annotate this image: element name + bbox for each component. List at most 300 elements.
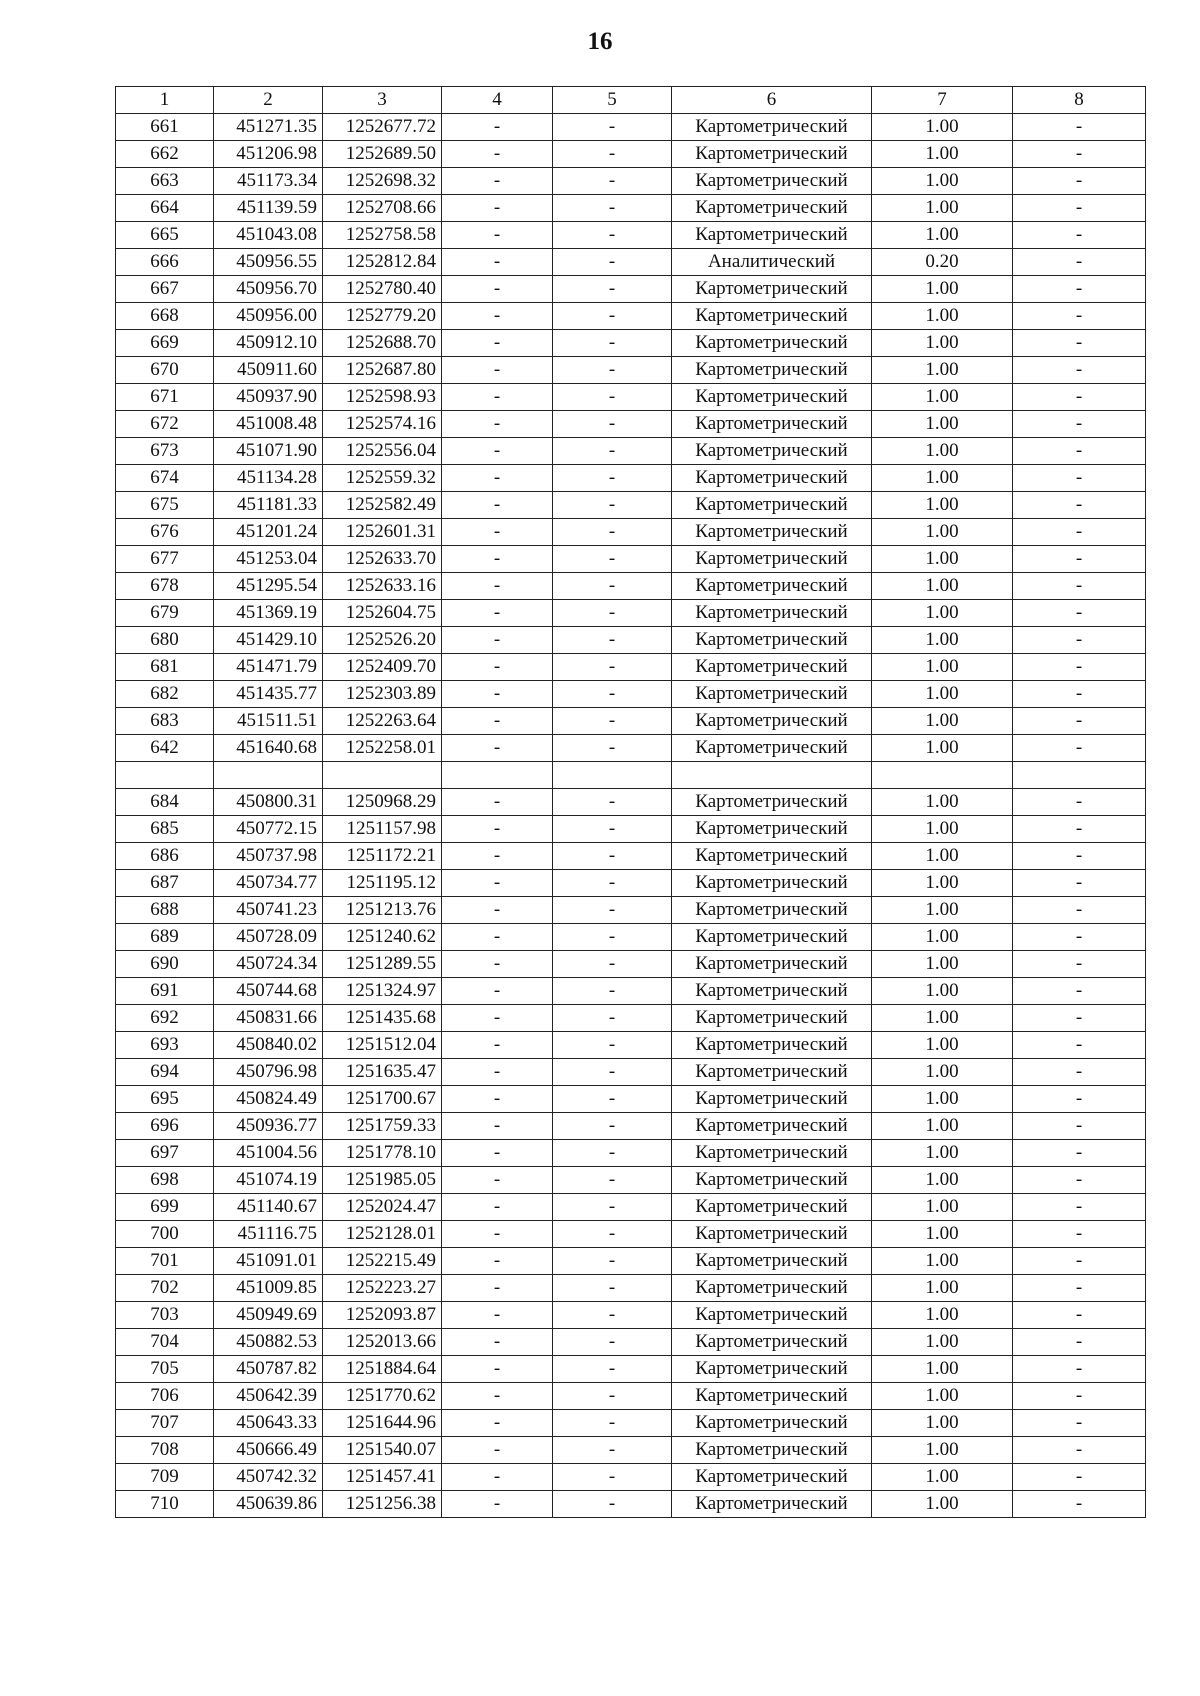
col-5-cell: - xyxy=(553,465,672,492)
col-8-cell: - xyxy=(1013,816,1146,843)
accuracy-cell: 1.00 xyxy=(872,789,1013,816)
col-5-cell: - xyxy=(553,654,672,681)
column-header: 8 xyxy=(1013,87,1146,114)
method-cell: Картометрический xyxy=(672,1005,872,1032)
table-row xyxy=(116,978,1146,1005)
column-header: 4 xyxy=(442,87,553,114)
point-number-cell: 681 xyxy=(116,654,214,681)
point-number-cell: 666 xyxy=(116,249,214,276)
x-coordinate-cell: 450800.31 xyxy=(214,789,323,816)
accuracy-cell: 1.00 xyxy=(872,600,1013,627)
accuracy-cell: 1.00 xyxy=(872,951,1013,978)
col-4-cell: - xyxy=(442,249,553,276)
col-8-cell: - xyxy=(1013,681,1146,708)
page-number: 16 xyxy=(587,28,613,55)
method-cell: Картометрический xyxy=(672,1302,872,1329)
table-row xyxy=(116,1140,1146,1167)
table-row xyxy=(116,762,1146,789)
col-8-cell: - xyxy=(1013,897,1146,924)
col-8-cell: - xyxy=(1013,924,1146,951)
col-8-cell xyxy=(1013,762,1146,789)
table-row xyxy=(116,843,1146,870)
col-5-cell: - xyxy=(553,1356,672,1383)
table-body xyxy=(116,114,1146,1518)
x-coordinate-cell: 451640.68 xyxy=(214,735,323,762)
col-5-cell: - xyxy=(553,789,672,816)
accuracy-cell: 1.00 xyxy=(872,654,1013,681)
method-cell: Картометрический xyxy=(672,1248,872,1275)
x-coordinate-cell: 451140.67 xyxy=(214,1194,323,1221)
point-number-cell: 702 xyxy=(116,1275,214,1302)
method-cell: Картометрический xyxy=(672,1221,872,1248)
accuracy-cell: 1.00 xyxy=(872,1140,1013,1167)
y-coordinate-cell: 1252409.70 xyxy=(323,654,442,681)
header-row xyxy=(116,87,1146,114)
x-coordinate-cell: 450912.10 xyxy=(214,330,323,357)
x-coordinate-cell: 451435.77 xyxy=(214,681,323,708)
col-4-cell: - xyxy=(442,1491,553,1518)
col-4-cell: - xyxy=(442,708,553,735)
col-4-cell: - xyxy=(442,600,553,627)
point-number-cell: 682 xyxy=(116,681,214,708)
col-5-cell xyxy=(553,762,672,789)
col-5-cell: - xyxy=(553,870,672,897)
col-5-cell: - xyxy=(553,1464,672,1491)
col-4-cell: - xyxy=(442,438,553,465)
col-4-cell: - xyxy=(442,816,553,843)
accuracy-cell: 1.00 xyxy=(872,546,1013,573)
point-number-cell: 678 xyxy=(116,573,214,600)
col-8-cell: - xyxy=(1013,1059,1146,1086)
method-cell: Картометрический xyxy=(672,195,872,222)
col-8-cell: - xyxy=(1013,1410,1146,1437)
col-4-cell: - xyxy=(442,384,553,411)
y-coordinate-cell: 1252093.87 xyxy=(323,1302,442,1329)
method-cell: Картометрический xyxy=(672,1464,872,1491)
method-cell: Картометрический xyxy=(672,1113,872,1140)
point-number-cell: 696 xyxy=(116,1113,214,1140)
method-cell: Картометрический xyxy=(672,438,872,465)
x-coordinate-cell: 451091.01 xyxy=(214,1248,323,1275)
accuracy-cell: 1.00 xyxy=(872,519,1013,546)
y-coordinate-cell: 1251985.05 xyxy=(323,1167,442,1194)
col-8-cell: - xyxy=(1013,114,1146,141)
col-8-cell: - xyxy=(1013,843,1146,870)
col-8-cell: - xyxy=(1013,168,1146,195)
col-8-cell: - xyxy=(1013,249,1146,276)
method-cell: Картометрический xyxy=(672,1167,872,1194)
method-cell: Картометрический xyxy=(672,870,872,897)
y-coordinate-cell: 1251635.47 xyxy=(323,1059,442,1086)
col-5-cell: - xyxy=(553,1491,672,1518)
point-number-cell: 690 xyxy=(116,951,214,978)
y-coordinate-cell: 1252582.49 xyxy=(323,492,442,519)
table-row xyxy=(116,1356,1146,1383)
x-coordinate-cell: 450724.34 xyxy=(214,951,323,978)
table-row xyxy=(116,141,1146,168)
col-5-cell: - xyxy=(553,1383,672,1410)
y-coordinate-cell: 1251770.62 xyxy=(323,1383,442,1410)
table-row xyxy=(116,276,1146,303)
accuracy-cell: 1.00 xyxy=(872,870,1013,897)
col-5-cell: - xyxy=(553,141,672,168)
accuracy-cell: 1.00 xyxy=(872,1383,1013,1410)
point-number-cell: 679 xyxy=(116,600,214,627)
method-cell: Аналитический xyxy=(672,249,872,276)
col-5-cell: - xyxy=(553,303,672,330)
table-row xyxy=(116,600,1146,627)
col-5-cell: - xyxy=(553,1032,672,1059)
col-8-cell: - xyxy=(1013,1383,1146,1410)
accuracy-cell: 1.00 xyxy=(872,1491,1013,1518)
col-5-cell: - xyxy=(553,546,672,573)
x-coordinate-cell: 450824.49 xyxy=(214,1086,323,1113)
y-coordinate-cell: 1251644.96 xyxy=(323,1410,442,1437)
table-row xyxy=(116,411,1146,438)
col-4-cell: - xyxy=(442,843,553,870)
method-cell: Картометрический xyxy=(672,1059,872,1086)
y-coordinate-cell: 1251540.07 xyxy=(323,1437,442,1464)
point-number-cell: 688 xyxy=(116,897,214,924)
method-cell: Картометрический xyxy=(672,492,872,519)
col-4-cell: - xyxy=(442,222,553,249)
col-8-cell: - xyxy=(1013,1113,1146,1140)
col-8-cell: - xyxy=(1013,1491,1146,1518)
method-cell: Картометрический xyxy=(672,357,872,384)
table-row xyxy=(116,1248,1146,1275)
col-4-cell: - xyxy=(442,1410,553,1437)
accuracy-cell: 1.00 xyxy=(872,276,1013,303)
x-coordinate-cell: 451043.08 xyxy=(214,222,323,249)
table-row xyxy=(116,735,1146,762)
point-number-cell: 687 xyxy=(116,870,214,897)
col-5-cell: - xyxy=(553,951,672,978)
y-coordinate-cell: 1251457.41 xyxy=(323,1464,442,1491)
x-coordinate-cell: 451206.98 xyxy=(214,141,323,168)
col-8-cell: - xyxy=(1013,465,1146,492)
point-number-cell: 703 xyxy=(116,1302,214,1329)
table-row xyxy=(116,492,1146,519)
point-number-cell: 694 xyxy=(116,1059,214,1086)
y-coordinate-cell: 1252604.75 xyxy=(323,600,442,627)
point-number-cell: 676 xyxy=(116,519,214,546)
x-coordinate-cell: 451369.19 xyxy=(214,600,323,627)
table-row xyxy=(116,1329,1146,1356)
col-8-cell: - xyxy=(1013,330,1146,357)
col-4-cell: - xyxy=(442,1194,553,1221)
y-coordinate-cell: 1251213.76 xyxy=(323,897,442,924)
table-row xyxy=(116,357,1146,384)
x-coordinate-cell: 451181.33 xyxy=(214,492,323,519)
col-8-cell: - xyxy=(1013,1032,1146,1059)
x-coordinate-cell xyxy=(214,762,323,789)
point-number-cell: 686 xyxy=(116,843,214,870)
col-4-cell: - xyxy=(442,1005,553,1032)
accuracy-cell: 1.00 xyxy=(872,843,1013,870)
method-cell: Картометрический xyxy=(672,1194,872,1221)
method-cell: Картометрический xyxy=(672,843,872,870)
method-cell: Картометрический xyxy=(672,276,872,303)
col-8-cell: - xyxy=(1013,411,1146,438)
col-5-cell: - xyxy=(553,600,672,627)
y-coordinate-cell: 1251195.12 xyxy=(323,870,442,897)
col-4-cell: - xyxy=(442,1437,553,1464)
point-number-cell: 673 xyxy=(116,438,214,465)
col-4-cell: - xyxy=(442,1086,553,1113)
col-5-cell: - xyxy=(553,168,672,195)
column-header: 2 xyxy=(214,87,323,114)
col-5-cell: - xyxy=(553,735,672,762)
point-number-cell xyxy=(116,762,214,789)
col-4-cell: - xyxy=(442,492,553,519)
point-number-cell: 685 xyxy=(116,816,214,843)
table-row xyxy=(116,1383,1146,1410)
y-coordinate-cell: 1252677.72 xyxy=(323,114,442,141)
y-coordinate-cell: 1252258.01 xyxy=(323,735,442,762)
accuracy-cell: 1.00 xyxy=(872,1356,1013,1383)
col-5-cell: - xyxy=(553,708,672,735)
accuracy-cell: 1.00 xyxy=(872,1167,1013,1194)
x-coordinate-cell: 451253.04 xyxy=(214,546,323,573)
x-coordinate-cell: 451173.34 xyxy=(214,168,323,195)
x-coordinate-cell: 450742.32 xyxy=(214,1464,323,1491)
point-number-cell: 677 xyxy=(116,546,214,573)
table-row xyxy=(116,438,1146,465)
point-number-cell: 697 xyxy=(116,1140,214,1167)
table-row xyxy=(116,330,1146,357)
y-coordinate-cell: 1252598.93 xyxy=(323,384,442,411)
y-coordinate-cell: 1250968.29 xyxy=(323,789,442,816)
col-5-cell: - xyxy=(553,114,672,141)
accuracy-cell: 1.00 xyxy=(872,303,1013,330)
table-row xyxy=(116,222,1146,249)
accuracy-cell: 1.00 xyxy=(872,195,1013,222)
table-row xyxy=(116,1113,1146,1140)
accuracy-cell: 0.20 xyxy=(872,249,1013,276)
col-8-cell: - xyxy=(1013,1194,1146,1221)
col-5-cell: - xyxy=(553,1329,672,1356)
accuracy-cell: 1.00 xyxy=(872,1059,1013,1086)
col-4-cell: - xyxy=(442,654,553,681)
table-row xyxy=(116,1464,1146,1491)
accuracy-cell: 1.00 xyxy=(872,1410,1013,1437)
method-cell: Картометрический xyxy=(672,141,872,168)
accuracy-cell: 1.00 xyxy=(872,114,1013,141)
table-row xyxy=(116,1194,1146,1221)
accuracy-cell: 1.00 xyxy=(872,708,1013,735)
accuracy-cell: 1.00 xyxy=(872,465,1013,492)
y-coordinate-cell: 1252024.47 xyxy=(323,1194,442,1221)
accuracy-cell: 1.00 xyxy=(872,573,1013,600)
x-coordinate-cell: 451511.51 xyxy=(214,708,323,735)
col-4-cell: - xyxy=(442,1032,553,1059)
method-cell xyxy=(672,762,872,789)
accuracy-cell: 1.00 xyxy=(872,735,1013,762)
point-number-cell: 674 xyxy=(116,465,214,492)
col-5-cell: - xyxy=(553,681,672,708)
point-number-cell: 693 xyxy=(116,1032,214,1059)
method-cell: Картометрический xyxy=(672,708,872,735)
x-coordinate-cell: 450937.90 xyxy=(214,384,323,411)
col-5-cell: - xyxy=(553,1437,672,1464)
point-number-cell: 707 xyxy=(116,1410,214,1437)
table-row xyxy=(116,1032,1146,1059)
col-8-cell: - xyxy=(1013,573,1146,600)
column-header: 7 xyxy=(872,87,1013,114)
col-8-cell: - xyxy=(1013,384,1146,411)
point-number-cell: 692 xyxy=(116,1005,214,1032)
col-8-cell: - xyxy=(1013,1248,1146,1275)
col-4-cell: - xyxy=(442,978,553,1005)
point-number-cell: 669 xyxy=(116,330,214,357)
y-coordinate-cell: 1252526.20 xyxy=(323,627,442,654)
col-4-cell: - xyxy=(442,303,553,330)
col-4-cell: - xyxy=(442,573,553,600)
x-coordinate-cell: 450737.98 xyxy=(214,843,323,870)
col-4-cell: - xyxy=(442,195,553,222)
accuracy-cell: 1.00 xyxy=(872,1032,1013,1059)
y-coordinate-cell: 1251289.55 xyxy=(323,951,442,978)
x-coordinate-cell: 450787.82 xyxy=(214,1356,323,1383)
accuracy-cell: 1.00 xyxy=(872,168,1013,195)
table-row xyxy=(116,1059,1146,1086)
x-coordinate-cell: 450639.86 xyxy=(214,1491,323,1518)
y-coordinate-cell: 1252779.20 xyxy=(323,303,442,330)
accuracy-cell: 1.00 xyxy=(872,1329,1013,1356)
x-coordinate-cell: 451295.54 xyxy=(214,573,323,600)
method-cell: Картометрический xyxy=(672,1086,872,1113)
method-cell: Картометрический xyxy=(672,1356,872,1383)
table-row xyxy=(116,708,1146,735)
accuracy-cell: 1.00 xyxy=(872,1302,1013,1329)
y-coordinate-cell: 1251324.97 xyxy=(323,978,442,1005)
method-cell: Картометрический xyxy=(672,465,872,492)
table-row xyxy=(116,1491,1146,1518)
point-number-cell: 698 xyxy=(116,1167,214,1194)
table-row xyxy=(116,789,1146,816)
x-coordinate-cell: 450796.98 xyxy=(214,1059,323,1086)
table-row xyxy=(116,1437,1146,1464)
accuracy-cell: 1.00 xyxy=(872,1437,1013,1464)
y-coordinate-cell: 1252708.66 xyxy=(323,195,442,222)
col-8-cell: - xyxy=(1013,276,1146,303)
y-coordinate-cell: 1251157.98 xyxy=(323,816,442,843)
x-coordinate-cell: 450666.49 xyxy=(214,1437,323,1464)
column-header: 6 xyxy=(672,87,872,114)
col-4-cell: - xyxy=(442,1113,553,1140)
point-number-cell: 699 xyxy=(116,1194,214,1221)
col-4-cell: - xyxy=(442,357,553,384)
col-4-cell: - xyxy=(442,1167,553,1194)
table-row xyxy=(116,924,1146,951)
col-8-cell: - xyxy=(1013,1356,1146,1383)
col-5-cell: - xyxy=(553,1221,672,1248)
col-8-cell: - xyxy=(1013,627,1146,654)
point-number-cell: 668 xyxy=(116,303,214,330)
column-header: 3 xyxy=(323,87,442,114)
point-number-cell: 705 xyxy=(116,1356,214,1383)
method-cell: Картометрический xyxy=(672,1140,872,1167)
accuracy-cell: 1.00 xyxy=(872,1086,1013,1113)
col-5-cell: - xyxy=(553,492,672,519)
y-coordinate-cell: 1252780.40 xyxy=(323,276,442,303)
col-8-cell: - xyxy=(1013,492,1146,519)
col-8-cell: - xyxy=(1013,1275,1146,1302)
x-coordinate-cell: 450882.53 xyxy=(214,1329,323,1356)
y-coordinate-cell: 1251435.68 xyxy=(323,1005,442,1032)
table-row xyxy=(116,654,1146,681)
accuracy-cell: 1.00 xyxy=(872,978,1013,1005)
y-coordinate-cell: 1252633.16 xyxy=(323,573,442,600)
col-5-cell: - xyxy=(553,573,672,600)
col-4-cell: - xyxy=(442,1140,553,1167)
method-cell: Картометрический xyxy=(672,519,872,546)
method-cell: Картометрический xyxy=(672,1383,872,1410)
table-row xyxy=(116,1275,1146,1302)
accuracy-cell: 1.00 xyxy=(872,141,1013,168)
col-5-cell: - xyxy=(553,1140,672,1167)
table-row xyxy=(116,195,1146,222)
y-coordinate-cell: 1252223.27 xyxy=(323,1275,442,1302)
x-coordinate-cell: 450772.15 xyxy=(214,816,323,843)
col-5-cell: - xyxy=(553,384,672,411)
col-8-cell: - xyxy=(1013,978,1146,1005)
y-coordinate-cell xyxy=(323,762,442,789)
table-row xyxy=(116,303,1146,330)
point-number-cell: 667 xyxy=(116,276,214,303)
y-coordinate-cell: 1251700.67 xyxy=(323,1086,442,1113)
col-8-cell: - xyxy=(1013,1329,1146,1356)
col-8-cell: - xyxy=(1013,1140,1146,1167)
method-cell: Картометрический xyxy=(672,789,872,816)
col-8-cell: - xyxy=(1013,735,1146,762)
x-coordinate-cell: 451116.75 xyxy=(214,1221,323,1248)
method-cell: Картометрический xyxy=(672,303,872,330)
table-row xyxy=(116,1302,1146,1329)
method-cell: Картометрический xyxy=(672,546,872,573)
method-cell: Картометрический xyxy=(672,168,872,195)
col-8-cell: - xyxy=(1013,222,1146,249)
col-4-cell: - xyxy=(442,141,553,168)
accuracy-cell: 1.00 xyxy=(872,357,1013,384)
col-4-cell: - xyxy=(442,519,553,546)
point-number-cell: 680 xyxy=(116,627,214,654)
point-number-cell: 695 xyxy=(116,1086,214,1113)
y-coordinate-cell: 1252758.58 xyxy=(323,222,442,249)
table-row xyxy=(116,114,1146,141)
col-5-cell: - xyxy=(553,1005,672,1032)
point-number-cell: 642 xyxy=(116,735,214,762)
accuracy-cell: 1.00 xyxy=(872,1248,1013,1275)
point-number-cell: 671 xyxy=(116,384,214,411)
col-5-cell: - xyxy=(553,519,672,546)
x-coordinate-cell: 450831.66 xyxy=(214,1005,323,1032)
x-coordinate-cell: 451008.48 xyxy=(214,411,323,438)
col-4-cell: - xyxy=(442,1464,553,1491)
col-5-cell: - xyxy=(553,843,672,870)
col-4-cell: - xyxy=(442,951,553,978)
accuracy-cell: 1.00 xyxy=(872,1194,1013,1221)
table-row xyxy=(116,681,1146,708)
accuracy-cell: 1.00 xyxy=(872,411,1013,438)
accuracy-cell: 1.00 xyxy=(872,492,1013,519)
accuracy-cell: 1.00 xyxy=(872,1113,1013,1140)
point-number-cell: 664 xyxy=(116,195,214,222)
col-5-cell: - xyxy=(553,627,672,654)
y-coordinate-cell: 1251884.64 xyxy=(323,1356,442,1383)
table-row xyxy=(116,816,1146,843)
point-number-cell: 675 xyxy=(116,492,214,519)
